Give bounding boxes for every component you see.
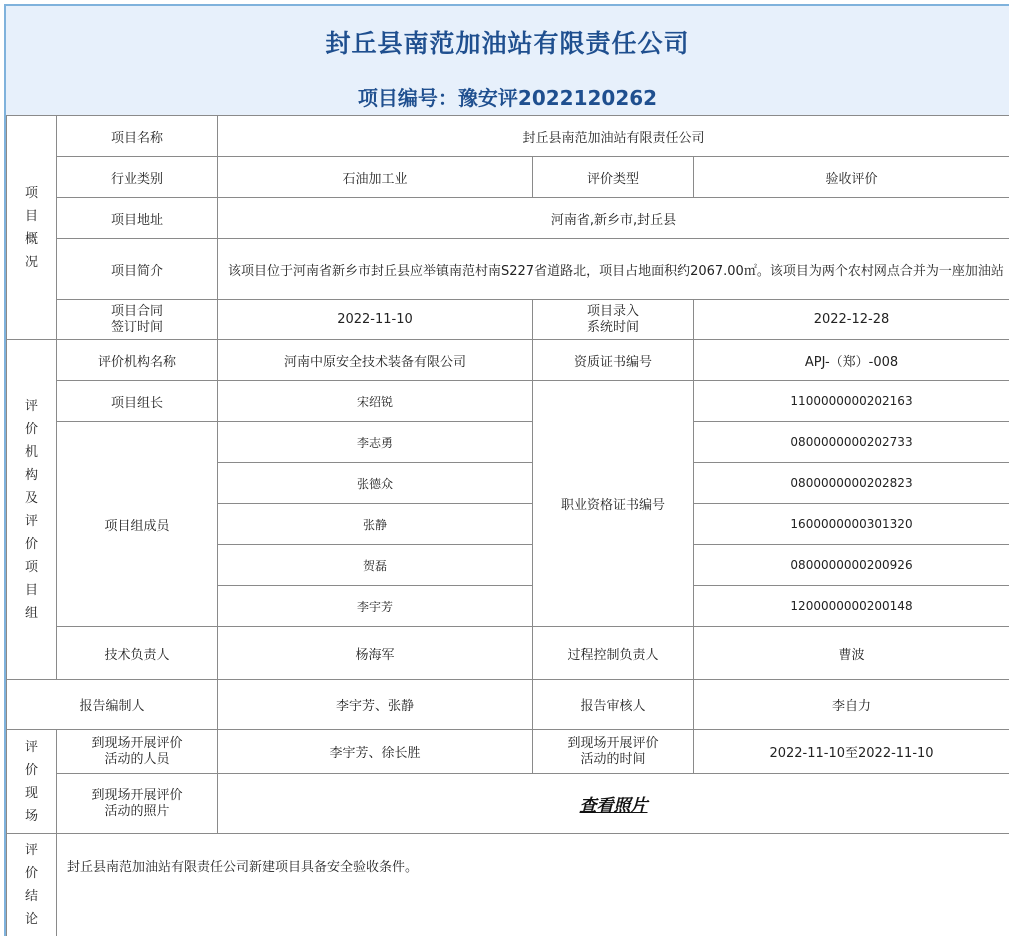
tech-lead-label: 技术负责人 (57, 627, 218, 680)
summary-value: 该项目位于河南省新乡市封丘县应举镇南范村南S227省道路北，项目占地面积约2067.00㎡。该项目为两个农村网点合并为一座加油站 (218, 239, 1009, 300)
entry-date-value: 2022-12-28 (694, 300, 1009, 340)
leader-cert: 1100000000202163 (694, 381, 1009, 422)
industry-value: 石油加工业 (218, 157, 533, 198)
process-lead-value: 曹波 (694, 627, 1009, 680)
conclusion-section-label: 评 价 结 论 (7, 834, 57, 936)
org-name-value: 河南中原安全技术装备有限公司 (218, 340, 533, 381)
members-label: 项目组成员 (57, 422, 218, 627)
view-photos-cell (218, 774, 1009, 834)
contract-date-value: 2022-11-10 (218, 300, 533, 340)
eval-type-label: 评价类型 (533, 157, 694, 198)
org-name-label: 评价机构名称 (57, 340, 218, 381)
site-people-label: 到现场开展评价 活动的人员 (57, 730, 218, 774)
report-reviewer-label: 报告审核人 (533, 680, 694, 730)
member-cert: 1600000000301320 (694, 504, 1009, 545)
agency-section-label: 评 价 机 构 及 评 价 项 目 组 (7, 340, 57, 680)
member-cert: 0800000000202733 (694, 422, 1009, 463)
address-value: 河南省,新乡市,封丘县 (218, 198, 1009, 239)
report-author-label: 报告编制人 (7, 680, 218, 730)
member-name: 贺磊 (218, 545, 533, 586)
member-cert: 0800000000202823 (694, 463, 1009, 504)
site-section-label: 评 价 现 场 (7, 730, 57, 834)
leader-name: 宋绍锐 (218, 381, 533, 422)
leader-label: 项目组长 (57, 381, 218, 422)
member-name: 李志勇 (218, 422, 533, 463)
report-reviewer-value: 李自力 (694, 680, 1009, 730)
contract-date-label: 项目合同 签订时间 (57, 300, 218, 340)
project-name-label: 项目名称 (57, 116, 218, 157)
project-number: 项目编号：豫安评2022120262 (357, 86, 658, 110)
address-label: 项目地址 (57, 198, 218, 239)
project-name-value: 封丘县南范加油站有限责任公司 (218, 116, 1009, 157)
summary-label: 项目简介 (57, 239, 218, 300)
view-photos-link[interactable]: 查看照片 (579, 796, 648, 816)
industry-label: 行业类别 (57, 157, 218, 198)
member-name: 李宇芳 (218, 586, 533, 627)
entry-date-label: 项目录入 系统时间 (533, 300, 694, 340)
cert-no-label: 资质证书编号 (533, 340, 694, 381)
site-time-label: 到现场开展评价 活动的时间 (533, 730, 694, 774)
eval-type-value: 验收评价 (694, 157, 1009, 198)
page-title: 封丘县南范加油站有限责任公司 (325, 29, 690, 58)
member-cert: 0800000000200926 (694, 545, 1009, 586)
member-cert: 1200000000200148 (694, 586, 1009, 627)
cert-no-value: APJ-（郑）-008 (694, 340, 1009, 381)
site-people-value: 李宇芳、徐长胜 (218, 730, 533, 774)
page-frame (4, 4, 1009, 936)
conclusion-text: 封丘县南范加油站有限责任公司新建项目具备安全验收条件。 (57, 834, 1009, 936)
page-header (6, 6, 1009, 116)
tech-lead-value: 杨海军 (218, 627, 533, 680)
qualification-label: 职业资格证书编号 (533, 381, 694, 627)
site-photo-label: 到现场开展评价 活动的照片 (57, 774, 218, 834)
project-info-table (6, 115, 1009, 936)
report-author-value: 李宇芳、张静 (218, 680, 533, 730)
member-name: 张静 (218, 504, 533, 545)
process-lead-label: 过程控制负责人 (533, 627, 694, 680)
member-name: 张德众 (218, 463, 533, 504)
overview-section-label: 项 目 概 况 (7, 116, 57, 340)
site-time-value: 2022-11-10至2022-11-10 (694, 730, 1009, 774)
